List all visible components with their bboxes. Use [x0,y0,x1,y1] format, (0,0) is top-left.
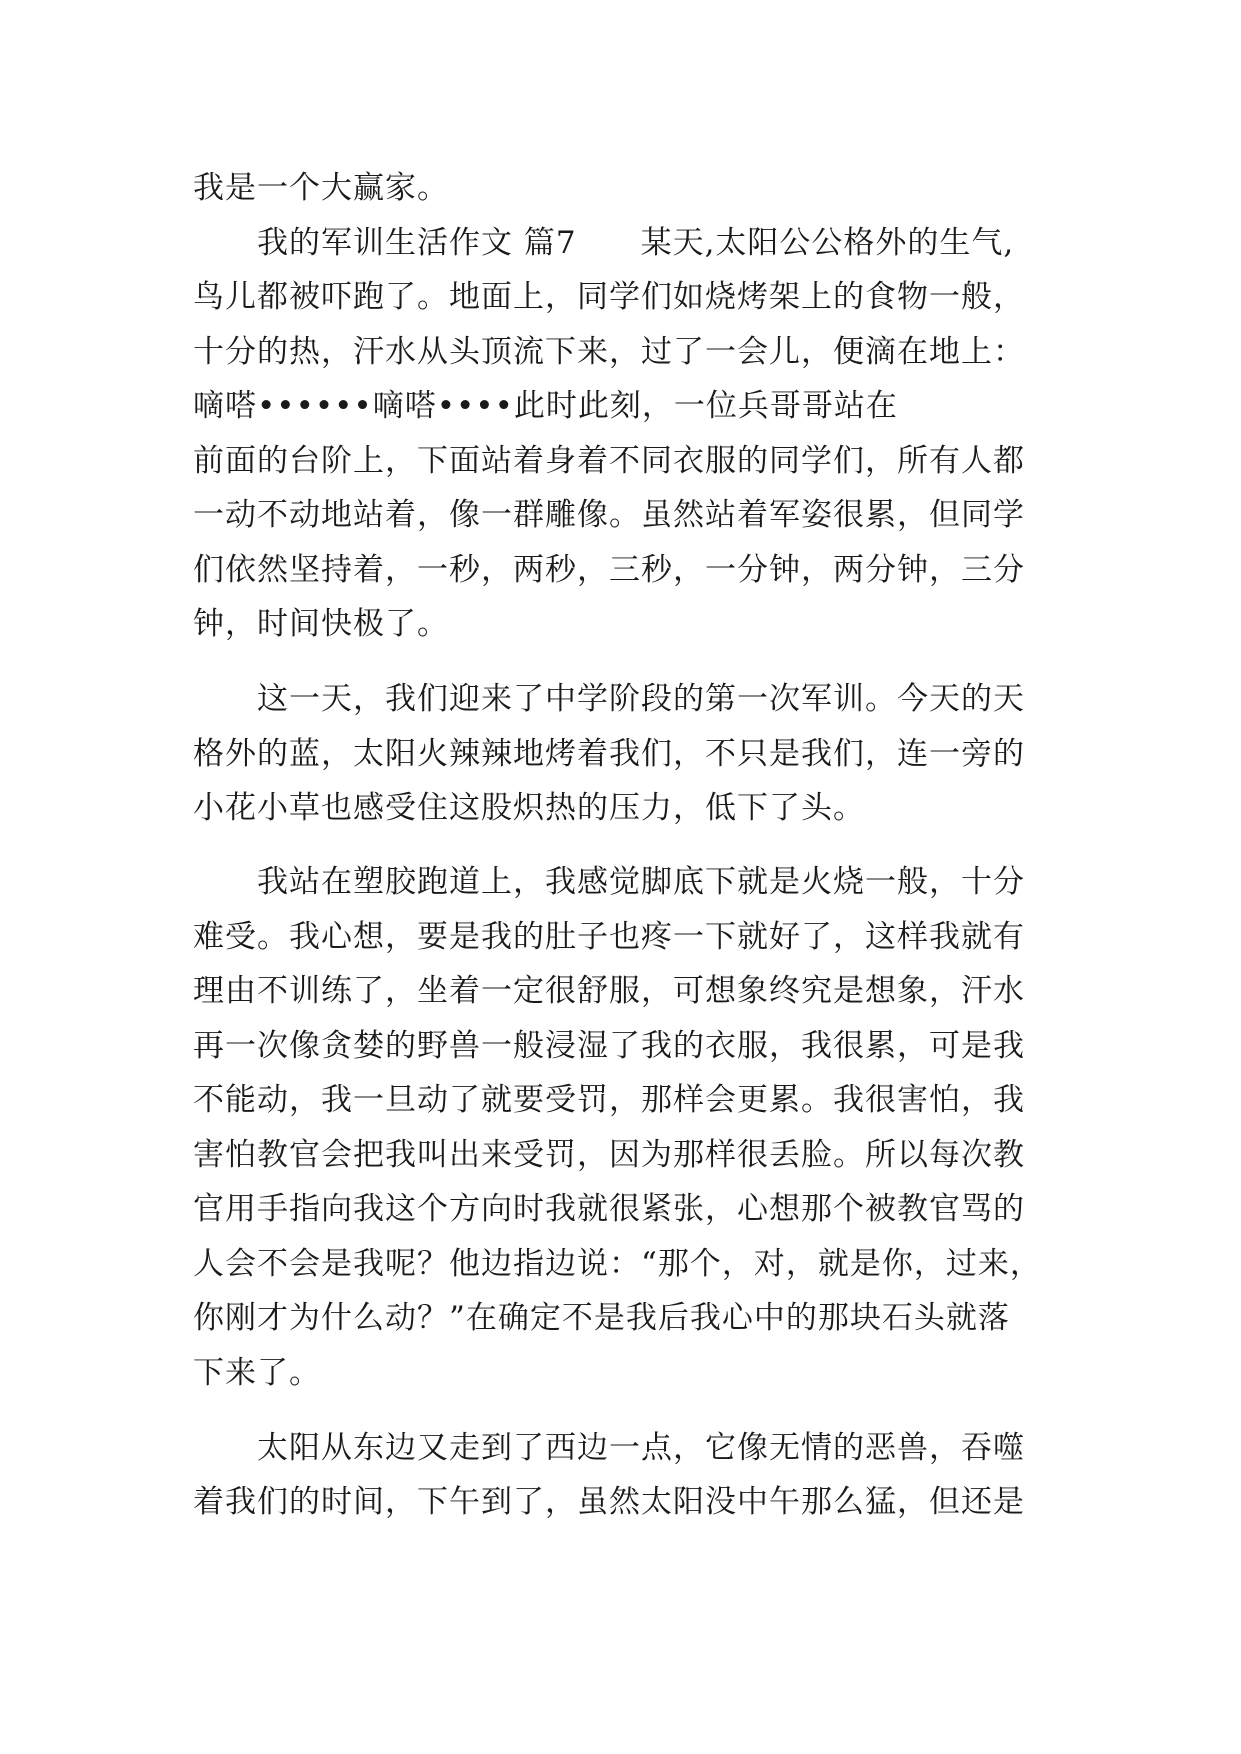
text-line: 们依然坚持着，一秒，两秒，三秒，一分钟，两分钟，三分 [193,552,1025,588]
text-line: 鸟儿都被吓跑了。地面上，同学们如烧烤架上的食物一般， [193,279,1025,315]
text-line: 嘀嗒••••••嘀嗒••••此时此刻，一位兵哥哥站在 [193,388,898,424]
text-line: 害怕教官会把我叫出来受罚，因为那样很丢脸。所以每次教 [193,1137,1025,1173]
text-line: 钟，时间快极了。 [193,606,449,642]
text-line: 难受。我心想，要是我的肚子也疼一下就好了，这样我就有 [193,919,1025,955]
text-line: 下来了。 [193,1355,321,1391]
text-line: 格外的蓝，太阳火辣辣地烤着我们，不只是我们，连一旁的 [193,736,1025,772]
text-line: 我的军训生活作文 篇7 某天,太阳公公格外的生气, [193,225,1015,261]
text-line: 你刚才为什么动？”在确定不是我后我心中的那块石头就落 [193,1300,1010,1336]
text-line: 再一次像贪婪的野兽一般浸湿了我的衣服，我很累，可是我 [193,1028,1025,1064]
text-line: 这一天，我们迎来了中学阶段的第一次军训。今天的天 [193,681,1025,717]
text-line: 我站在塑胶跑道上，我感觉脚底下就是火烧一般，十分 [193,864,1025,900]
text-line: 官用手指向我这个方向时我就很紧张，心想那个被教官骂的 [193,1191,1025,1227]
text-line: 十分的热，汗水从头顶流下来，过了一会儿，便滴在地上： [193,334,1025,370]
text-line: 着我们的时间，下午到了，虽然太阳没中午那么猛，但还是 [193,1484,1025,1520]
text-line: 一动不动地站着，像一群雕像。虽然站着军姿很累，但同学 [193,497,1025,533]
text-line: 前面的台阶上，下面站着身着不同衣服的同学们，所有人都 [193,443,1025,479]
text-line: 理由不训练了，坐着一定很舒服，可想象终究是想象，汗水 [193,973,1025,1009]
text-line: 小花小草也感受住这股炽热的压力，低下了头。 [193,790,865,826]
text-line: 太阳从东边又走到了西边一点，它像无情的恶兽，吞噬 [193,1430,1025,1466]
text-line: 人会不会是我呢？他边指边说：“那个，对，就是你，过来， [193,1246,1042,1282]
text-line: 不能动，我一旦动了就要受罚，那样会更累。我很害怕，我 [193,1082,1025,1118]
text-line: 我是一个大赢家。 [193,170,449,206]
